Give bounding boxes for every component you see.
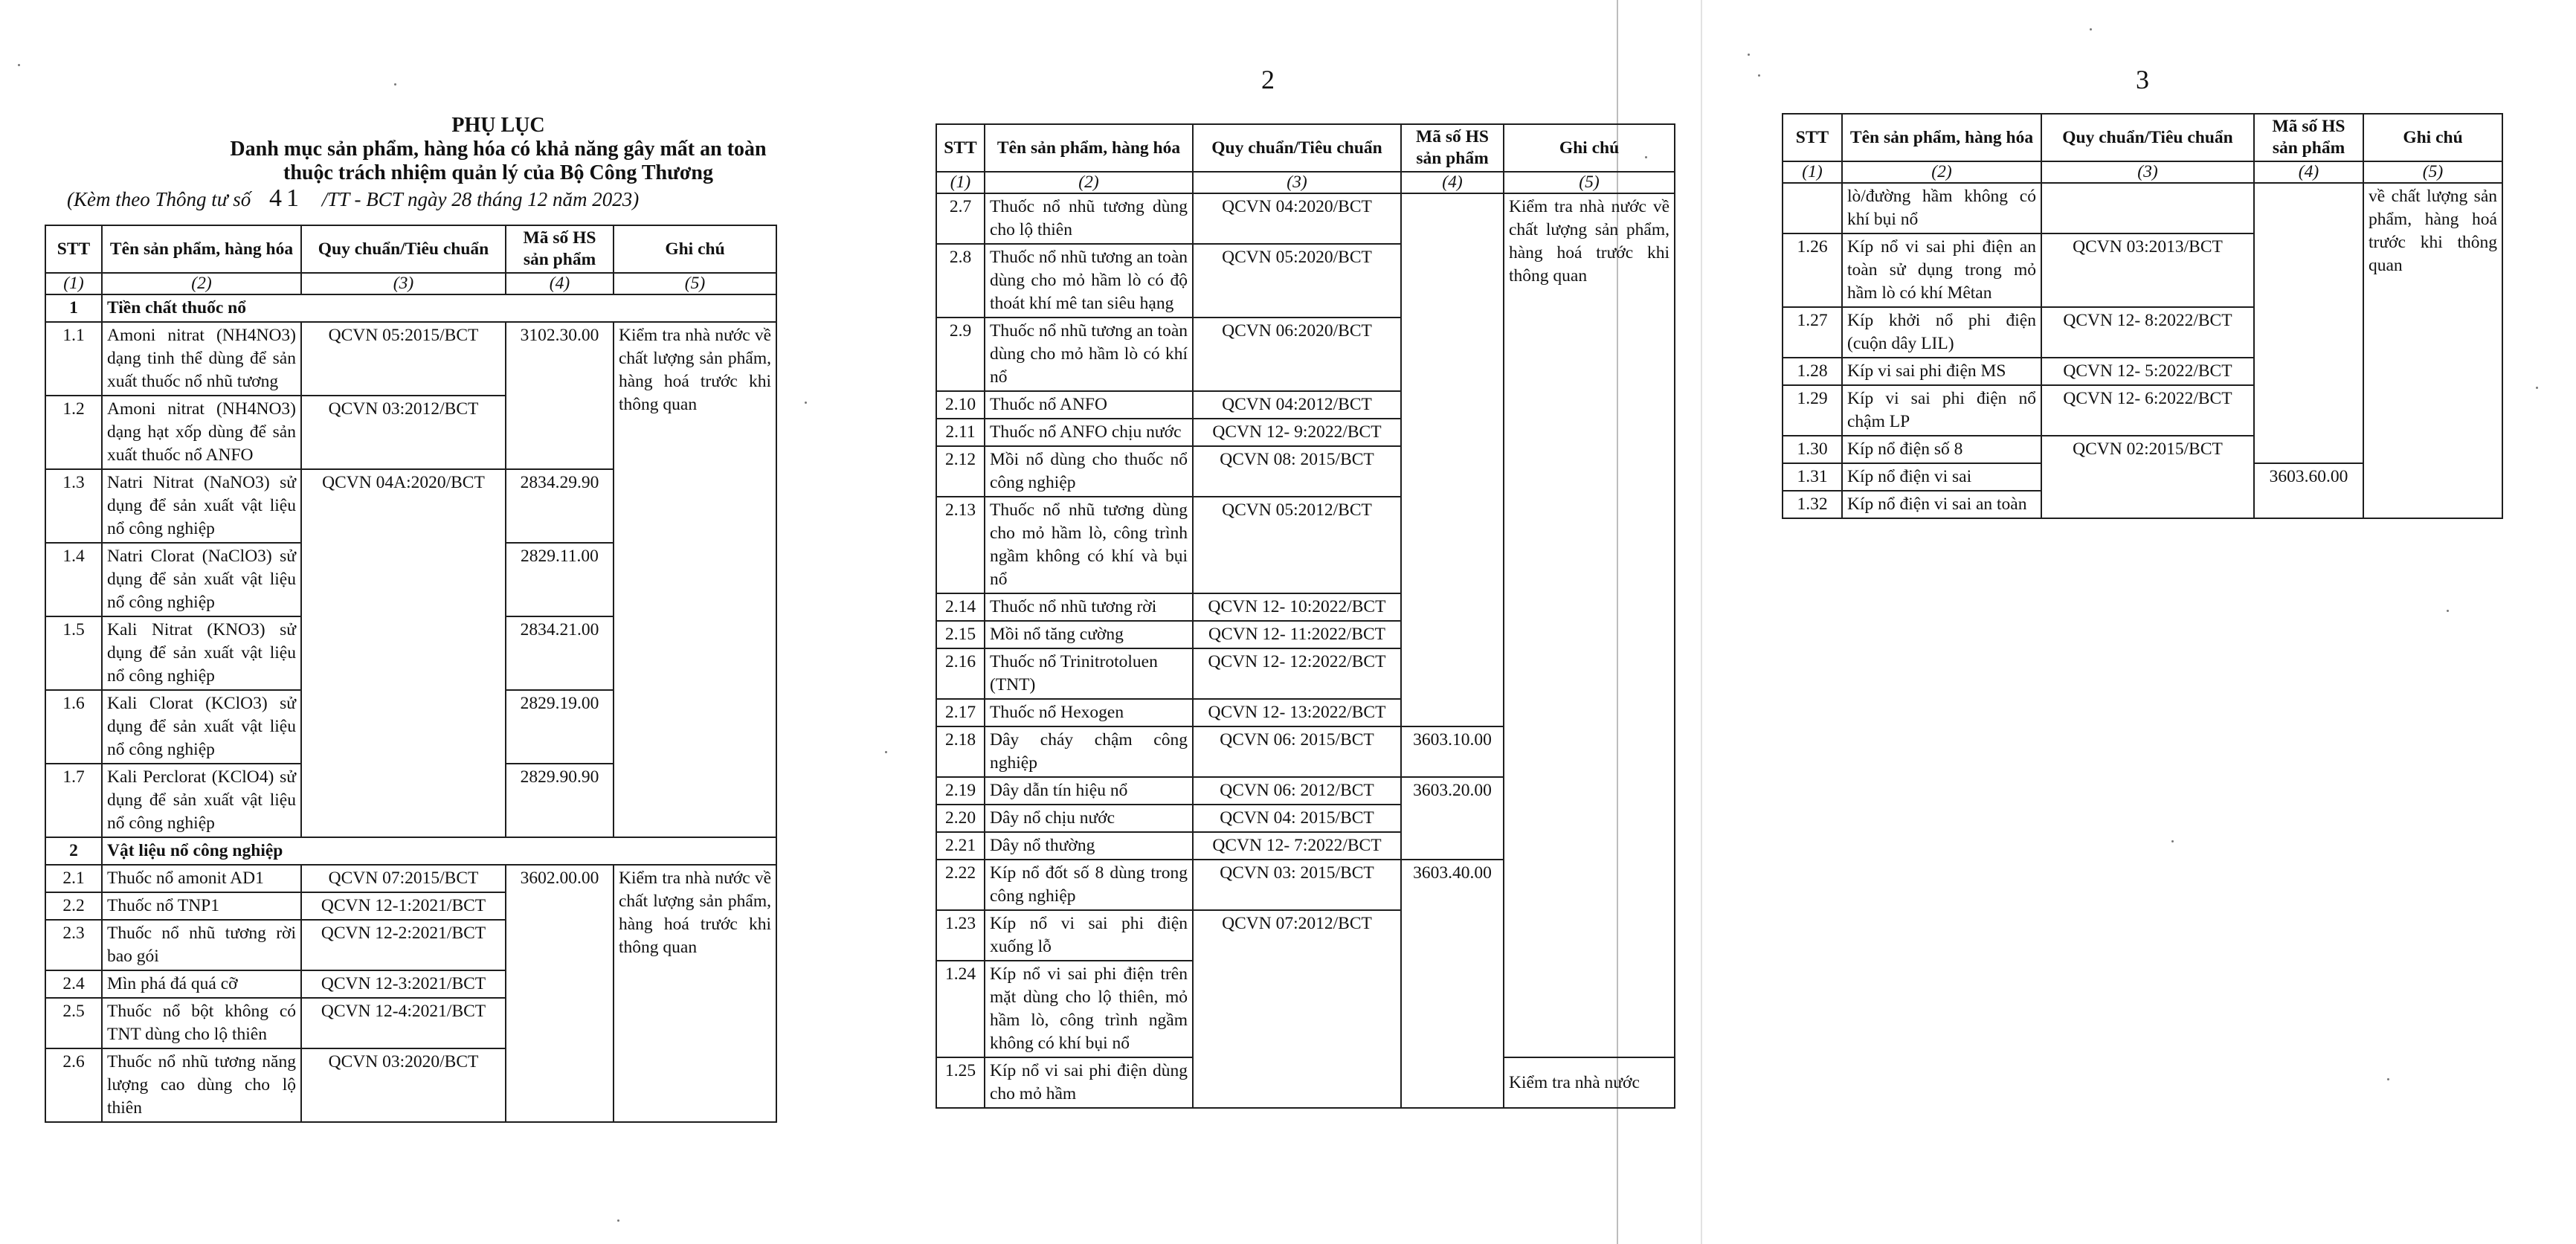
row-stt: 1.30 (1783, 436, 1842, 463)
row-product: lò/đường hầm không có khí bụi nổ (1842, 183, 2041, 233)
header-product: Tên sản phẩm, hàng hóa (985, 124, 1193, 172)
col-num: (3) (301, 273, 506, 294)
row-product: Dây nổ chịu nước (985, 805, 1193, 832)
row-product: Thuốc nổ Trinitrotoluen (TNT) (985, 648, 1193, 699)
header-stt: STT (1783, 114, 1842, 161)
row-product: Thuốc nổ nhũ tương năng lượng cao dùng cho lộ thiên (102, 1048, 301, 1122)
col-num: (3) (1193, 172, 1401, 193)
scan-speck (2090, 28, 2092, 30)
row-standard: QCVN 12-1:2021/BCT (301, 892, 506, 920)
header-hs-code: Mã số HS sản phẩm (506, 225, 614, 273)
row-product: Amoni nitrat (NH4NO3) dạng tinh thể dùng để sản xuất thuốc nổ nhũ tương (102, 322, 301, 396)
row-standard: QCVN 12- 12:2022/BCT (1193, 648, 1401, 699)
row-product: Thuốc nổ nhũ tương an toàn dùng cho mỏ hầm lò có độ thoát khí mê tan siêu hạng (985, 244, 1193, 318)
row-product: Kali Perclorat (KClO4) sử dụng để sản xuất vật liệu nổ công nghiệp (102, 764, 301, 837)
row-stt: 1.32 (1783, 491, 1842, 518)
scan-speck (885, 751, 887, 753)
row-product: Thuốc nổ nhũ tương dùng cho lộ thiên (985, 193, 1193, 244)
header-standard: Quy chuẩn/Tiêu chuẩn (301, 225, 506, 273)
page2-table (936, 123, 1675, 1109)
row-hs-code: 2829.90.90 (506, 764, 614, 837)
page1-table (45, 225, 777, 1123)
column-number-row (936, 172, 1675, 193)
table-header-row (1783, 114, 2502, 161)
header-hs-code: Mã số HS sản phẩm (1401, 124, 1504, 172)
row-standard: QCVN 08: 2015/BCT (1193, 446, 1401, 497)
row-standard: QCVN 12-2:2021/BCT (301, 920, 506, 970)
row-standard: QCVN 06:2020/BCT (1193, 318, 1401, 391)
row-hs-code: 3603.40.00 (1401, 860, 1504, 1108)
row-hs-code: 3102.30.00 (506, 322, 614, 469)
row-stt: 1.29 (1783, 385, 1842, 436)
row-note: Kiểm tra nhà nước (1504, 1057, 1675, 1108)
header-note: Ghi chú (2363, 114, 2502, 161)
row-note: Kiểm tra nhà nước về chất lượng sản phẩm, hàng hoá trước khi thông quan (614, 865, 776, 1122)
row-product: Thuốc nổ nhũ tương rời bao gói (102, 920, 301, 970)
page-title: PHỤ LỤC (451, 114, 545, 137)
column-number-row (1783, 161, 2502, 183)
row-standard: QCVN 12- 13:2022/BCT (1193, 699, 1401, 726)
row-stt: 2.18 (936, 726, 985, 777)
row-product: Dây dẫn tín hiệu nổ (985, 777, 1193, 805)
row-stt: 1.4 (45, 543, 102, 616)
col-num: (4) (1401, 172, 1504, 193)
row-standard: QCVN 04:2012/BCT (1193, 391, 1401, 419)
col-num: (2) (102, 273, 301, 294)
row-product: Thuốc nổ TNP1 (102, 892, 301, 920)
row-product: Kíp nổ vi sai phi điện trên mặt dùng cho lộ thiên, mỏ hầm lò, công trình ngầm không có khí bụi nổ (985, 961, 1193, 1057)
row-stt: 2.4 (45, 970, 102, 998)
row-standard: QCVN 05:2020/BCT (1193, 244, 1401, 318)
row-product: Natri Clorat (NaClO3) sử dụng để sản xuất vật liệu nổ công nghiệp (102, 543, 301, 616)
row-standard: QCVN 03:2020/BCT (301, 1048, 506, 1122)
col-num: (5) (1504, 172, 1675, 193)
row-product: Natri Nitrat (NaNO3) sử dụng để sản xuất vật liệu nổ công nghiệp (102, 469, 301, 543)
page-number: 3 (2136, 65, 2149, 94)
scan-speck (2536, 387, 2538, 389)
row-stt: 2.7 (936, 193, 985, 244)
row-stt: 2.2 (45, 892, 102, 920)
row-hs-code: 3603.20.00 (1401, 777, 1504, 860)
section-row (45, 294, 776, 322)
row-product: Thuốc nổ ANFO chịu nước (985, 419, 1193, 446)
row-product: Thuốc nổ nhũ tương rời (985, 593, 1193, 621)
header-hs-code: Mã số HS sản phẩm (2254, 114, 2363, 161)
header-standard: Quy chuẩn/Tiêu chuẩn (1193, 124, 1401, 172)
col-num: (4) (2254, 161, 2363, 183)
scan-speck (617, 1219, 619, 1222)
col-num: (1) (936, 172, 985, 193)
row-product: Mồi nổ tăng cường (985, 621, 1193, 648)
row-stt: 2.15 (936, 621, 985, 648)
row-product: Kali Clorat (KClO3) sử dụng để sản xuất vật liệu nổ công nghiệp (102, 690, 301, 764)
row-stt: 2.16 (936, 648, 985, 699)
row-standard: QCVN 12- 8:2022/BCT (2041, 307, 2254, 358)
section-title: Vật liệu nổ công nghiệp (102, 837, 776, 865)
reference-prefix: (Kèm theo Thông tư số (67, 188, 251, 210)
row-product: Kíp nổ vi sai phi điện an toàn sử dụng trong mỏ hầm lò có khí Mêtan (1842, 233, 2041, 307)
header-product: Tên sản phẩm, hàng hóa (102, 225, 301, 273)
row-stt: 1.27 (1783, 307, 1842, 358)
row-hs-code: 3603.10.00 (1401, 726, 1504, 777)
col-num: (2) (1842, 161, 2041, 183)
col-num: (5) (614, 273, 776, 294)
scan-speck (18, 64, 20, 66)
col-num: (3) (2041, 161, 2254, 183)
scan-sheet-page-3 (1703, 0, 2576, 1244)
row-standard: QCVN 07:2012/BCT (1193, 910, 1401, 1108)
row-stt: 2.11 (936, 419, 985, 446)
row-standard: QCVN 05:2015/BCT (301, 322, 506, 396)
row-product: Kíp vi sai phi điện nổ chậm LP (1842, 385, 2041, 436)
row-standard: QCVN 03:2013/BCT (2041, 233, 2254, 307)
row-product: Thuốc nổ ANFO (985, 391, 1193, 419)
col-num: (1) (45, 273, 102, 294)
row-stt: 2.9 (936, 318, 985, 391)
row-stt: 2.1 (45, 865, 102, 892)
row-hs-code: 2834.21.00 (506, 616, 614, 690)
row-standard: QCVN 05:2012/BCT (1193, 497, 1401, 593)
scan-speck (1758, 74, 1760, 77)
section-title: Tiền chất thuốc nổ (102, 294, 776, 322)
row-standard: QCVN 02:2015/BCT (2041, 436, 2254, 518)
row-stt: 1.31 (1783, 463, 1842, 491)
row-standard: QCVN 03: 2015/BCT (1193, 860, 1401, 910)
table-row (45, 322, 776, 396)
row-stt: 1.24 (936, 961, 985, 1057)
row-stt: 2.8 (936, 244, 985, 318)
row-stt: 2.22 (936, 860, 985, 910)
col-num: (5) (2363, 161, 2502, 183)
row-standard: QCVN 06: 2015/BCT (1193, 726, 1401, 777)
header-stt: STT (45, 225, 102, 273)
row-standard: QCVN 12- 6:2022/BCT (2041, 385, 2254, 436)
row-stt: 2.21 (936, 832, 985, 860)
row-hs-code (1401, 193, 1504, 726)
row-stt: 2.10 (936, 391, 985, 419)
page-number: 2 (1261, 65, 1275, 94)
scan-speck (2447, 610, 2449, 612)
col-num: (1) (1783, 161, 1842, 183)
table-row (45, 865, 776, 892)
row-product: Thuốc nổ amonit AD1 (102, 865, 301, 892)
scan-speck (394, 83, 396, 86)
row-standard: QCVN 03:2012/BCT (301, 396, 506, 469)
column-number-row (45, 273, 776, 294)
row-stt: 1.2 (45, 396, 102, 469)
row-product: Mồi nổ dùng cho thuốc nổ công nghiệp (985, 446, 1193, 497)
table-row (936, 193, 1675, 244)
row-stt: 2.6 (45, 1048, 102, 1122)
col-num: (4) (506, 273, 614, 294)
row-standard: QCVN 12- 7:2022/BCT (1193, 832, 1401, 860)
row-stt: 2.12 (936, 446, 985, 497)
section-row (45, 837, 776, 865)
row-product: Kíp nổ điện số 8 (1842, 436, 2041, 463)
row-note: Kiểm tra nhà nước về chất lượng sản phẩm, hàng hoá trước khi thông quan (614, 322, 776, 837)
row-product: Thuốc nổ nhũ tương an toàn dùng cho mỏ hầm lò có khí nổ (985, 318, 1193, 391)
section-stt: 2 (45, 837, 102, 865)
page3-table (1782, 113, 2503, 519)
header-note: Ghi chú (1504, 124, 1675, 172)
row-standard: QCVN 07:2015/BCT (301, 865, 506, 892)
row-product: Mìn phá đá quá cỡ (102, 970, 301, 998)
row-stt (1783, 183, 1842, 233)
row-stt: 2.19 (936, 777, 985, 805)
row-note: về chất lượng sản phẩm, hàng hoá trước khi thông quan (2363, 183, 2502, 518)
row-stt: 1.3 (45, 469, 102, 543)
row-stt: 1.28 (1783, 358, 1842, 385)
row-hs-code: 2834.29.90 (506, 469, 614, 543)
row-stt: 1.7 (45, 764, 102, 837)
row-stt: 2.13 (936, 497, 985, 593)
row-standard: QCVN 06: 2012/BCT (1193, 777, 1401, 805)
row-stt: 2.3 (45, 920, 102, 970)
row-stt: 1.26 (1783, 233, 1842, 307)
row-product: Kíp nổ điện vi sai (1842, 463, 2041, 491)
row-standard: QCVN 12- 5:2022/BCT (2041, 358, 2254, 385)
row-standard: QCVN 12-3:2021/BCT (301, 970, 506, 998)
row-stt: 1.5 (45, 616, 102, 690)
header-stt: STT (936, 124, 985, 172)
scan-speck (1645, 156, 1647, 158)
row-stt: 1.23 (936, 910, 985, 961)
row-stt: 2.5 (45, 998, 102, 1048)
row-standard: QCVN 12-4:2021/BCT (301, 998, 506, 1048)
row-product: Kíp nổ vi sai phi điện xuống lỗ (985, 910, 1193, 961)
row-stt: 1.6 (45, 690, 102, 764)
row-product: Amoni nitrat (NH4NO3) dạng hạt xốp dùng để sản xuất thuốc nổ ANFO (102, 396, 301, 469)
row-product: Thuốc nổ Hexogen (985, 699, 1193, 726)
row-hs-code: 2829.19.00 (506, 690, 614, 764)
row-stt: 2.20 (936, 805, 985, 832)
row-stt: 1.25 (936, 1057, 985, 1108)
section-stt: 1 (45, 294, 102, 322)
row-standard: QCVN 04A:2020/BCT (301, 469, 506, 837)
header-standard: Quy chuẩn/Tiêu chuẩn (2041, 114, 2254, 161)
row-hs-code: 2829.11.00 (506, 543, 614, 616)
page-subtitle-line1: Danh mục sản phẩm, hàng hóa có khả năng gây mất an toàn (230, 138, 767, 161)
sheet-divider (1701, 0, 1702, 1244)
table-header-row (936, 124, 1675, 172)
row-product: Kíp vi sai phi điện MS (1842, 358, 2041, 385)
row-note: Kiểm tra nhà nước về chất lượng sản phẩm, hàng hoá trước khi thông quan (1504, 193, 1675, 1057)
row-product: Kíp nổ vi sai phi điện dùng cho mỏ hầm (985, 1057, 1193, 1108)
scan-speck (2171, 840, 2174, 842)
reference-suffix: /TT - BCT ngày 28 tháng 12 năm 2023) (321, 188, 640, 210)
row-product: Thuốc nổ bột không có TNT dùng cho lộ thiên (102, 998, 301, 1048)
reference-number: 41 (268, 184, 303, 212)
row-stt: 2.14 (936, 593, 985, 621)
row-hs-code: 3602.00.00 (506, 865, 614, 1122)
row-standard: QCVN 12- 11:2022/BCT (1193, 621, 1401, 648)
row-standard: QCVN 04:2020/BCT (1193, 193, 1401, 244)
row-product: Kali Nitrat (KNO3) sử dụng để sản xuất vật liệu nổ công nghiệp (102, 616, 301, 690)
scan-speck (805, 402, 807, 404)
row-product: Thuốc nổ nhũ tương dùng cho mỏ hầm lò, công trình ngầm không có khí và bụi nổ (985, 497, 1193, 593)
scan-speck (1748, 54, 1750, 56)
table-row (1783, 183, 2502, 233)
col-num: (2) (985, 172, 1193, 193)
scan-speck (2387, 1078, 2389, 1080)
row-product: Kíp nổ đốt số 8 dùng trong công nghiệp (985, 860, 1193, 910)
table-header-row (45, 225, 776, 273)
header-note: Ghi chú (614, 225, 776, 273)
row-product: Kíp nổ điện vi sai an toàn (1842, 491, 2041, 518)
row-standard: QCVN 04: 2015/BCT (1193, 805, 1401, 832)
row-hs-code: 3603.60.00 (2254, 463, 2363, 518)
row-stt: 2.17 (936, 699, 985, 726)
row-hs-code (2254, 183, 2363, 463)
row-standard: QCVN 12- 9:2022/BCT (1193, 419, 1401, 446)
page-subtitle-line2: thuộc trách nhiệm quản lý của Bộ Công Thương (283, 161, 713, 184)
row-product: Kíp khởi nổ phi điện (cuộn dây LIL) (1842, 307, 2041, 358)
row-product: Dây cháy chậm công nghiệp (985, 726, 1193, 777)
row-product: Dây nổ thường (985, 832, 1193, 860)
circular-reference (67, 184, 639, 213)
header-product: Tên sản phẩm, hàng hóa (1842, 114, 2041, 161)
row-stt: 1.1 (45, 322, 102, 396)
row-standard: QCVN 12- 10:2022/BCT (1193, 593, 1401, 621)
row-standard (2041, 183, 2254, 233)
